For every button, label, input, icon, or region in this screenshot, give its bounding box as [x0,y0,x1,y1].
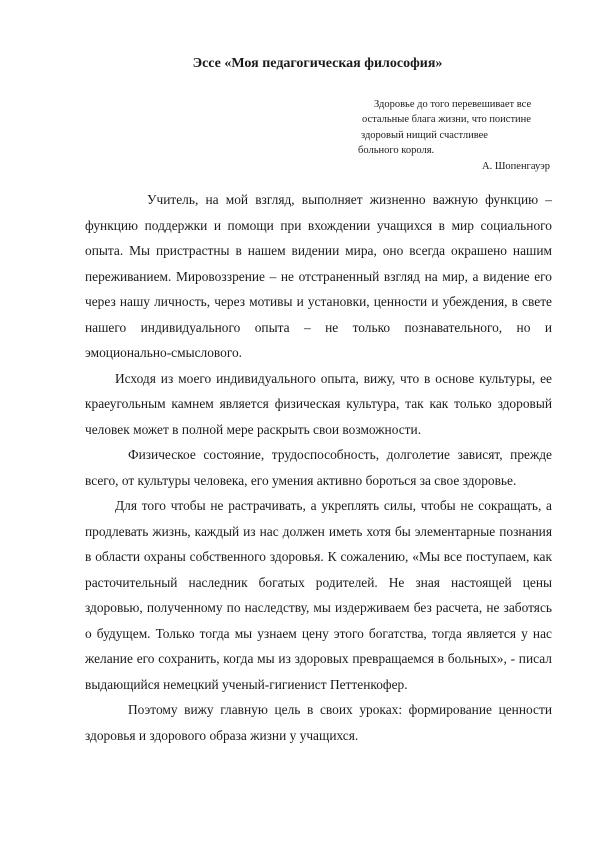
paragraph: Исходя из моего индивидуального опыта, вижу, что в основе культуры, ее краеугольным камнем является физическая культура, так как только здоровый человек может в полной мере раскрыть свои возможности. [85,370,552,437]
epigraph-line: больного короля. [358,145,435,157]
essay-body [85,187,552,748]
epigraph-author: А. Шопенгауэр [481,160,550,172]
epigraph [358,97,558,174]
epigraph-line: Здоровье до того перевешивает все [374,99,532,110]
epigraph-line: здоровый нищий счастливее [361,129,488,141]
essay-title: Эссе «Моя педагогическая философия» [192,56,443,71]
paragraph: Физическое состояние, трудоспособность, долголетие зависят, прежде всего, от культуры человека, его умения активно бороться за свое здоровье. [85,447,552,488]
paragraph: Поэтому вижу главную цель в своих уроках: формирование ценности здоровья и здорового образа жизни у учащихся. [85,702,552,743]
paragraph: Для того чтобы не растрачивать, а укреплять силы, чтобы не сокращать, а продлевать жизнь, каждый из нас должен иметь хотя бы элементарные познания в области охраны собственного здоровья. К сожалению, «Мы все поступаем, как расточительный наследник богатых родителей. Не зная настоящей цены здоровью, полученному по наследству, мы издерживаем без расчета, не заботясь о будущем. Только тогда мы узнаем цену этого богатства, тогда является у нас желание его сохранить, когда мы из здоровых превращаемся в больных», - писал выдающийся немецкий ученый-гигиенист Петтенкофер. [85,498,552,692]
paragraph: Учитель, на мой взгляд, выполняет жизненно важную функцию – функцию поддержки и помощи при вхождении учащихся в мир социального опыта. Мы пристрастны в нашем видении мира, оно всегда окрашено нашим переживанием. Мировоззрение – не отстраненный взгляд на мир, а видение его через нашу личность, через мотивы и установки, ценности и убеждения, в свете нашего индивидуального опыта – не только познавательного, но и эмоционально-смыслового. [85,192,552,360]
epigraph-line: остальные блага жизни, что поистине [362,114,531,126]
